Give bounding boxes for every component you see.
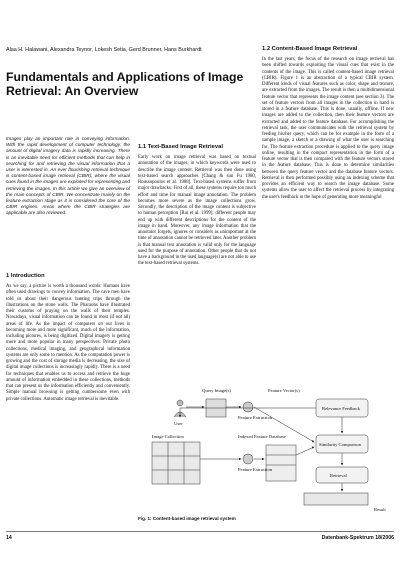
label-feature-extraction-bottom: Feature Extraction [238, 467, 273, 472]
section-1-1-text: Early work on image retrieval was based on textual annotation of the images, in which keywords were used to describe the image content. Retrieval was then done using text-based search approaches [Chang & sun Fu 1980, Roussopoulos et al. 1988]. Text-based systems suffer from major drawbacks. First of all, these systems require too much effort and time for manual image annotation. The problem becomes more severe as the image collections grow. Secondly, the description of the image content is subjective to human perception [Rui et al. 1999]: different people may end up with different descriptions for the content of the image in hand. Moreover, any image information that the annotator forgets, ignores or considers as unimportant at the time of annotation cannot be retrieved later. Another problem is that manual text annotation is valid only for the language used for the purpose of annotation. Other people that do not have a background in the used language(s) are not able to use the text-based retrieval systems. [138, 155, 256, 267]
gear-icon [243, 402, 253, 412]
label-feature-extraction-top: Feature Extraction [238, 415, 273, 420]
figure-cbir-system [138, 387, 394, 515]
paper-title: Fundamentals and Applications of Image Retrieval: An Overview [6, 70, 244, 98]
section-1-2-text: In the last years, the focus of the research on image retrieval has been shifted towards exploiting the visual cues that exist in the contents of the image. This is called content-based image retrieval (CBIR). Figure 1 is an abstraction of a typical CBIR system. Different kinds of visual features such as color, shape and texture, are extracted from the images. The result is then a multidimensional feature vector that represents the image content (see section 3). The set of feature vectors from all images in the collection in hand is stored in a feature database. This is done, usually, offline. If new images are added to the collection, then their feature vectors are extracted and added to the feature database. For accomplishing the retrieval task, the user communicates with the retrieval system by feeding his/her query, which can be for example in the form of a sample image, a sketch or a drawing of what the user is searching for. The feature extraction procedure is applied to the query image online, resulting in the compact representation in the form of a feature vector that is then compared with the feature vectors stored in the feature database. This is done to determine similarities between the query feature vector and the database feature vectors. Retrieval is then performed possibly using an indexing scheme that provides an efficient way to search the image database. Some systems allow the user to affect the retrieval process by integrating the user's feedback in the hope of generating more meaningful [262, 57, 394, 200]
abstract: Images play an important role in conveying information. With the rapid development of computer technology, the amount of digital imagery data is rapidly increasing. There is an inevitable need for efficient methods that can help in searching for and retrieving the visual information that a user is interested in. An ever flourishing retrieval technique is content-based image retrieval (CBIR), where the visual cues found in the images are exploited for representing and retrieving the images. In this article we give an overview of the main concepts of CBIR. We concentrate mainly on the feature extraction stage as it is considered the core of the CBIR engines. Areas where the CBIR strategies are applicable are also reviewed. [6, 136, 130, 216]
result-thumbnails [304, 493, 368, 505]
section-1-1-heading: 1.1 Text-Based Image Retrieval [138, 144, 223, 150]
label-indexed-feature-database: Indexed Feature Database [238, 434, 286, 439]
label-user: User [174, 421, 183, 426]
label-retrieval: Retrieval [330, 473, 347, 478]
label-feature-vectors: Feature Vector(s) [268, 388, 300, 393]
footer-rule [6, 531, 394, 532]
gear-icon [243, 454, 253, 464]
label-result: Result [374, 507, 386, 512]
image-collection-thumbnails [152, 442, 200, 484]
authors: Alaa H. Halawani, Alexandra Teynor, Lokesh Setia, Gerd Brunner, Hans Burkhardt [6, 47, 202, 53]
section-1-2-heading: 1.2 Content-Based Image Retrieval [262, 46, 358, 52]
page-number: 14 [6, 535, 12, 541]
label-relevance-feedback: Relevance Feedback [322, 406, 360, 411]
section-1-text: As we say, a picture is worth a thousand words: Humans have often used drawings to convey information. The cave men have told us about their dangerous hunting trips through the illustrations on the stone walls. The Pharaohs have illustrated their customs of praying on the walls of their temples. Nowadays, visual information can be found in most (if not all) areas of life. As the impact of computers on our lives is becoming more and more significant, much of the information, including pictures, is being digitized. Digital imagery is getting more and more popular in many perspectives. Private photo collections, medical imaging, and geographical information systems are only some to mention. As the computation power is growing and the cost of storage media is decreasing, the size of digital image collections is increasingly rapidly. There is a need for techniques that enables us to access and retrieve the huge amount of information embedded in these collections, methods that can present us the information efficiently and conveniently. Simple manual browsing is getting cumbersome even with private collections. Automatic image retrieval is inevitable. [6, 284, 130, 402]
label-image-collection: Image Collection [152, 434, 184, 439]
feature-database-icon [266, 445, 296, 481]
label-similarity-comparison: Similarity Comparison [319, 442, 361, 447]
section-1-heading: 1 Introduction [6, 273, 45, 279]
label-query-image: Query Image(s) [202, 388, 231, 393]
user-icon [177, 400, 183, 406]
journal-name: Datenbank-Spektrum 18/2006 [321, 535, 394, 541]
figure-caption: Fig. 1: Content-based image retrieval system [138, 516, 236, 521]
